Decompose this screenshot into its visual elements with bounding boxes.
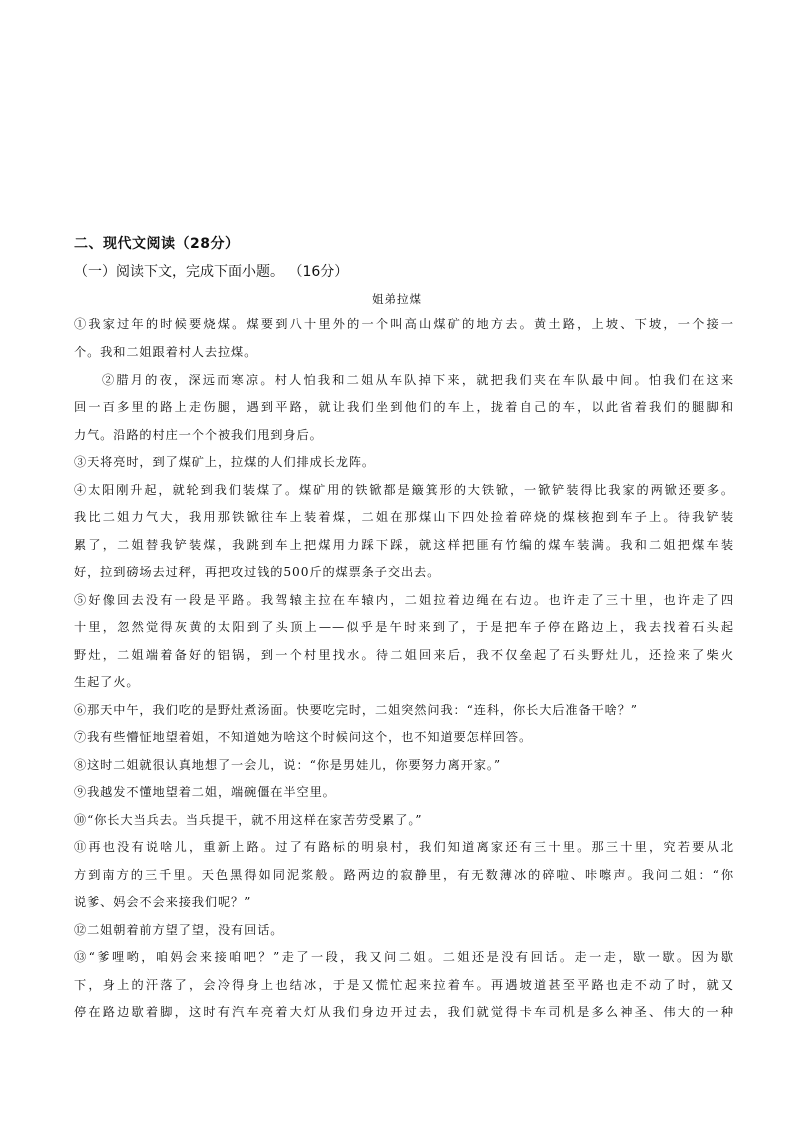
article-title: 姐弟拉煤: [372, 292, 422, 306]
paragraph-line: ⑨我越发不懂地望着二姐，端碗僵在半空里。: [74, 785, 336, 799]
paragraph-line: ⑪再也没有说啥儿，重新上路。过了有路标的明泉村，我们知道离家还有三十里。那三十里，究若要从北: [74, 840, 734, 854]
paragraph-line: 说爹、妈会不会来接我们呢？”: [74, 895, 252, 909]
paragraph-line: ②腊月的夜，深远而寒凉。村人怕我和二姐从车队掉下来，就把我们夹在车队最中间。怕我们在这来: [102, 373, 734, 387]
paragraph-line: ⑧这时二姐就很认真地想了一会儿，说：“你是男娃儿，你要努力离开家。”: [74, 758, 501, 772]
paragraph-line: 回一百多里的路上走伤腿，遇到平路，就让我们坐到他们的车上，拢着自己的车，以此省着我们的腿脚和: [74, 400, 734, 414]
section-subtitle: （一）阅读下文，完成下面小题。 （16分）: [74, 264, 349, 280]
paragraph-line: 我比二姐力气大，我用那铁锨往车上装着煤，二姐在那煤山下四处捡着碎烧的煤核抱到车子上。待我铲装: [74, 510, 734, 524]
paragraph-line: 方到南方的三千里。天色黑得如同泥浆般。路两边的寂静里，有无数薄冰的碎啦、咔嚓声。我问二姐：“你: [74, 868, 734, 882]
section-title: 二、现代文阅读（28分）: [74, 236, 240, 252]
paragraph-line: ⑤好像回去没有一段是平路。我驾辕主拉在车辕内，二姐拉着边绳在右边。也许走了三十里，也许走了四: [74, 593, 734, 607]
paragraph-line: 野灶，二姐端着备好的铝锅，到一个村里找水。待二姐回来后，我不仅垒起了石头野灶儿，还捡来了柴火: [74, 648, 734, 662]
paragraph-line: 停在路边歇着脚，这时有汽车亮着大灯从我们身边开过去，我们就觉得卡车司机是多么神圣、伟大的一种: [74, 1005, 734, 1019]
paragraph-line: ①我家过年的时候要烧煤。煤要到八十里外的一个叫高山煤矿的地方去。黄土路，上坡、下坡，一个接一: [74, 317, 734, 331]
paragraph-line: ⑫二姐朝着前方望了望，没有回话。: [74, 923, 284, 937]
paragraph-line: ⑬“爹哩哟，咱妈会来接咱吧？”走了一段，我又问二姐。二姐还是没有回话。走一走，歇一歇。因为歇: [74, 950, 734, 964]
paragraph-line: 力气。沿路的村庄一个个被我们甩到身后。: [74, 428, 323, 442]
paragraph-line: 生起了火。: [74, 675, 140, 689]
paragraph-line: ⑩“你长大当兵去。当兵提干，就不用这样在家苦劳受累了。”: [74, 813, 423, 827]
paragraph-line: ④太阳刚升起，就轮到我们装煤了。煤矿用的铁锨都是簸箕形的大铁锨，一锨铲装得比我家的两锨还要多。: [74, 483, 734, 497]
paragraph-line: 个。我和二姐跟着村人去拉煤。: [74, 345, 258, 359]
paragraph-line: ⑥那天中午，我们吃的是野灶煮汤面。快要吃完时，二姐突然问我：“连科，你长大后准备干啥？”: [74, 703, 638, 717]
paragraph-line: ③天将亮时，到了煤矿上，拉煤的人们排成长龙阵。: [74, 455, 376, 469]
paragraph-line: 十里，忽然觉得灰黄的太阳到了头顶上——似乎是午时来到了，于是把车子停在路边上，我去找着石头起: [74, 620, 734, 634]
paragraph-line: 好，拉到磅场去过秤，再把攻过钱的500斤的煤票条子交出去。: [74, 565, 441, 579]
paragraph-line: 累了，二姐替我铲装煤，我跳到车上把煤用力踩下踩，就这样把匪有竹编的煤车装满。我和二姐把煤车装: [74, 538, 734, 552]
paragraph-line: ⑦我有些懵怔地望着姐，不知道她为啥这个时候问这个，也不知道要怎样回答。: [74, 730, 533, 744]
paragraph-line: 下，身上的汗落了，会冷得身上也结冰，于是又慌忙起来拉着车。再遇坡道甚至平路也走不动了时，就又: [74, 978, 734, 992]
